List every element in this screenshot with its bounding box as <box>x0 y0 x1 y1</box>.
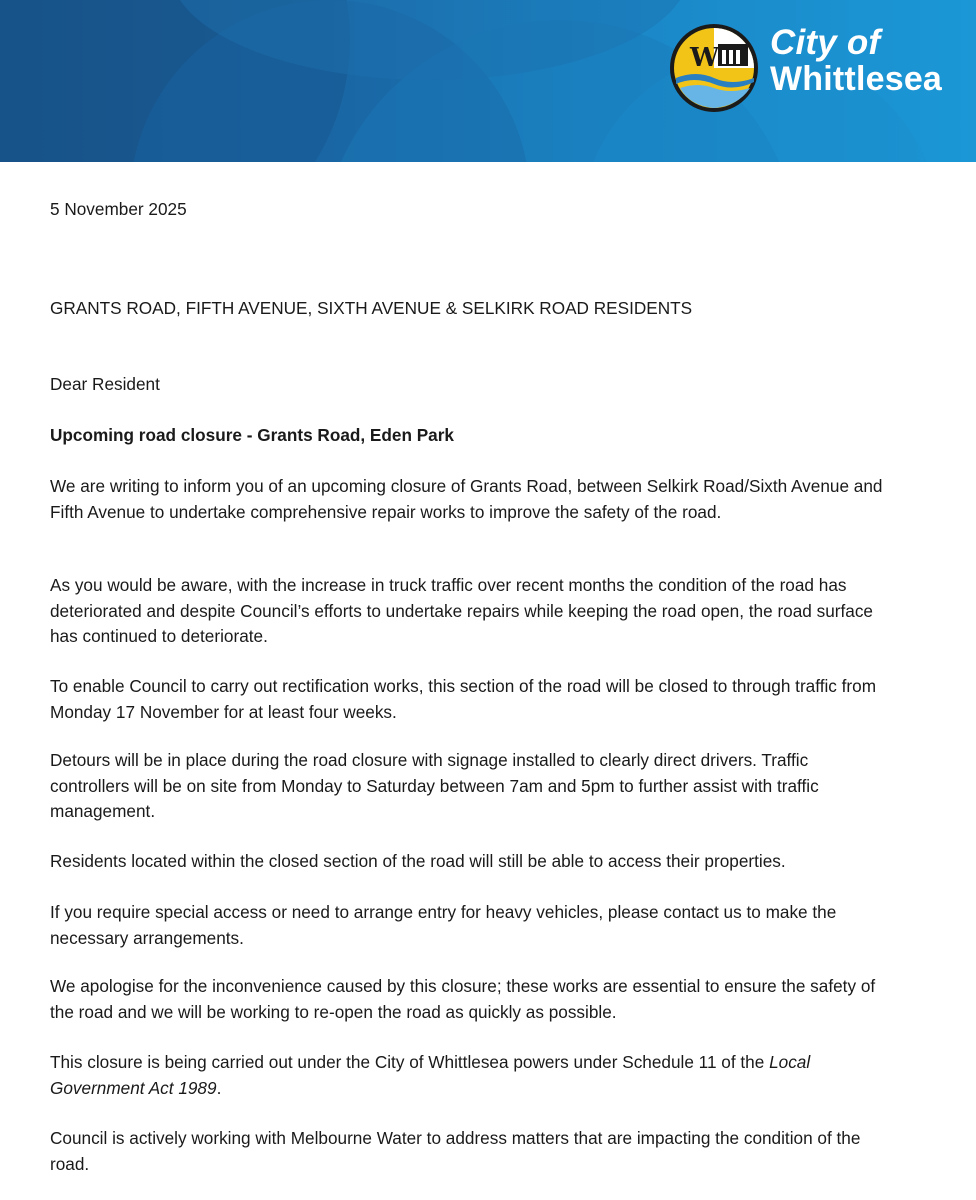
paragraph-melbourne-water: Council is actively working with Melbourne Water to address matters that are impacting the condition of the road. <box>50 1128 861 1174</box>
logo-line-city-of: City of <box>770 23 881 62</box>
paragraph-special-access: If you require special access or need to arrange entry for heavy vehicles, please contact us to make the necessary arrangements. <box>50 902 837 948</box>
recipients-line: GRANTS ROAD, FIFTH AVENUE, SIXTH AVENUE & SELKIRK ROAD RESIDENTS <box>50 298 693 318</box>
paragraph-resident-access: Residents located within the closed section of the road will still be able to access their properties. <box>50 851 786 871</box>
subject-heading: Upcoming road closure - Grants Road, Eden Park <box>50 425 454 445</box>
act-name: Local Government Act 1989 <box>50 1052 811 1098</box>
legal-authority-end: . <box>216 1077 222 1098</box>
legal-authority-text: This closure is being carried out under the City of Whittlesea powers under Schedule 11 of the <box>50 1052 765 1072</box>
paragraph-road-condition: As you would be aware, with the increase in truck traffic over recent months the condition of the road has deteriorated and despite Council’s efforts to undertake repairs while keeping the road open, the road surface has continued to deteriorate. <box>50 575 873 646</box>
logo-line-whittlesea: Whittlesea <box>770 60 943 98</box>
city-of-whittlesea-logo <box>668 22 968 114</box>
council-emblem-icon <box>668 22 760 114</box>
salutation: Dear Resident <box>50 374 160 394</box>
paragraph-closure-notice: We are writing to inform you of an upcoming closure of Grants Road, between Selkirk Road/Sixth Avenue and Fifth Avenue to undertake comprehensive repair works to improve the safety of the road. <box>50 476 883 522</box>
paragraph-apology: We apologise for the inconvenience caused by this closure; these works are essential to ensure the safety of the road and we will be working to re-open the road as quickly as possible. <box>50 976 876 1022</box>
header-banner <box>0 0 976 162</box>
paragraph-closure-dates: To enable Council to carry out rectification works, this section of the road will be closed to through traffic from Monday 17 November for at least four weeks. <box>50 676 877 722</box>
paragraph-detours: Detours will be in place during the road closure with signage installed to clearly direct drivers. Traffic controllers will be on site from Monday to Saturday between 7am and 5pm to further assist with traffic management. <box>50 750 819 821</box>
letter-date: 5 November 2025 <box>50 199 187 219</box>
svg-text:W: W <box>690 43 720 73</box>
paragraph-legal-authority <box>50 1050 890 1101</box>
